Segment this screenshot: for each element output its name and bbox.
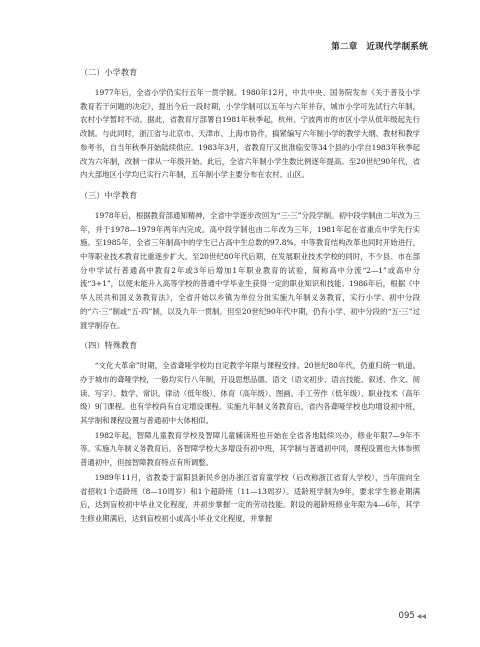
paragraph-secondary-education: 1978年后，根据教育部通知精神，全省中学逐步改回为“三·三”分段学制。初中段学制由二年改为三年，并于1978—1979年两年内完成。高中段学制也由二年改为三年，1981年起在省重点中学先行实施。至1985年，全省三年制高中的学生已占高中生总数的97.8%。中等教育结构改革也同时开始进行，中等职业技术教育比重逐步扩大。至20世纪80年代后期，在发展职业技术学校的同时，不少县、市在部分中学试行普通高中教育2年或3年后增加1年职业教育的试验，简称高中分流“2—1”或高中分流“3+1”，以使未能升入高等学校的普通中学毕业生获得一定的职业知识和技能。1986年后，根据《中华人民共和国义务教育法》，全省开始以乡镇为单位分批实施九年制义务教育，实行小学、初中分段的“六·三”制或“五·四”制，以及九年一贯制。但至20世纪90年代中期，仍有小学、初中分段的“五·三”过渡学制存在。 — [80, 210, 420, 330]
chapter-header: 第二章 近现代学制系统 — [331, 42, 428, 52]
document-body — [80, 66, 420, 527]
section-heading-primary-education: （二）小学教育 — [80, 68, 138, 77]
paragraph-special-education-1: “文化大革命”时期，全省聋哑学校均自定教学年限与课程安排。20世纪80年代，仍重归统一轨道。办于城市的聋哑学校，一般均实行八年制，开设思想品德、语文（语文初步、语言技能、叙述、作文、阅读、写字）、数学、常识、律动（低年级）、体育（高年级）、图画、手工劳作（低年级）、职业技术（高年级）9门课程。也有学校尚有自定增设课程。实施九年制义务教育后，省内各聋哑学校也均增设初中班，其学制和课程设置与普通初中大体相似。 — [80, 361, 420, 426]
page-arrow-mark: ◀◀ — [416, 613, 426, 620]
section-heading-special-education: （四）特殊教育 — [80, 341, 138, 351]
page-footer — [399, 611, 426, 621]
paragraph-special-education-3: 1989年11月，省教委于富阳县新民乡创办浙江省育童学校（后改称浙江省育人学校），当年面向全省招收1个适龄班（8—10周岁）和1个超龄班（11—13周岁）。适龄班学制为9年，要求学生修业期满后，达到盲校初中毕业文化程度，并初步掌握一定的劳动技能。附设的超龄班修业年限为4—6年，其学生修业期满后，达到盲校初小或高小毕业文化程度，并掌握 — [80, 472, 420, 523]
page-number: 095 — [398, 611, 415, 621]
paragraph-special-education-2: 1982年起，智障儿童教育学校及智障儿童辅读班也开始在全省各地陆续兴办，修业年限7—9年不等。实施九年制义务教育后，各智障学校大多增设有初中班，其学制与普通初中同，课程设置也大体参照普通初中，但按智障教育特点有所调整。 — [80, 430, 420, 468]
section-heading-secondary-education: （三）中学教育 — [80, 190, 138, 200]
paragraph-primary-education: 1977年后，全省小学仍实行五年一贯学制。1980年12月，中共中央、国务院发布《关于普及小学教育若干问题的决定》，提出今后一段时期，小学学制可以五年与六年并存，城市小学可先试行六年制，农村小学暂时不动。据此，省教育厅部署自1981年秋季起，杭州、宁波两市的市区小学从低年级起先行改制。与此同时，浙江省与北京市、天津市、上海市协作，搞紧编写六年制小学的教学大纲、教材和教学参考书，自当年秋季开始陆续供应。1983年3月，省教育厅又批准临安等34个县的小学自1983年秋季起改为六年制，改制一律从一年级开始。此后，全省六年制小学生数比例逐年提高。至20世纪90年代，省内大部地区小学均已实行六年制，五年制小学主要分布在农村、山区。 — [80, 88, 420, 180]
